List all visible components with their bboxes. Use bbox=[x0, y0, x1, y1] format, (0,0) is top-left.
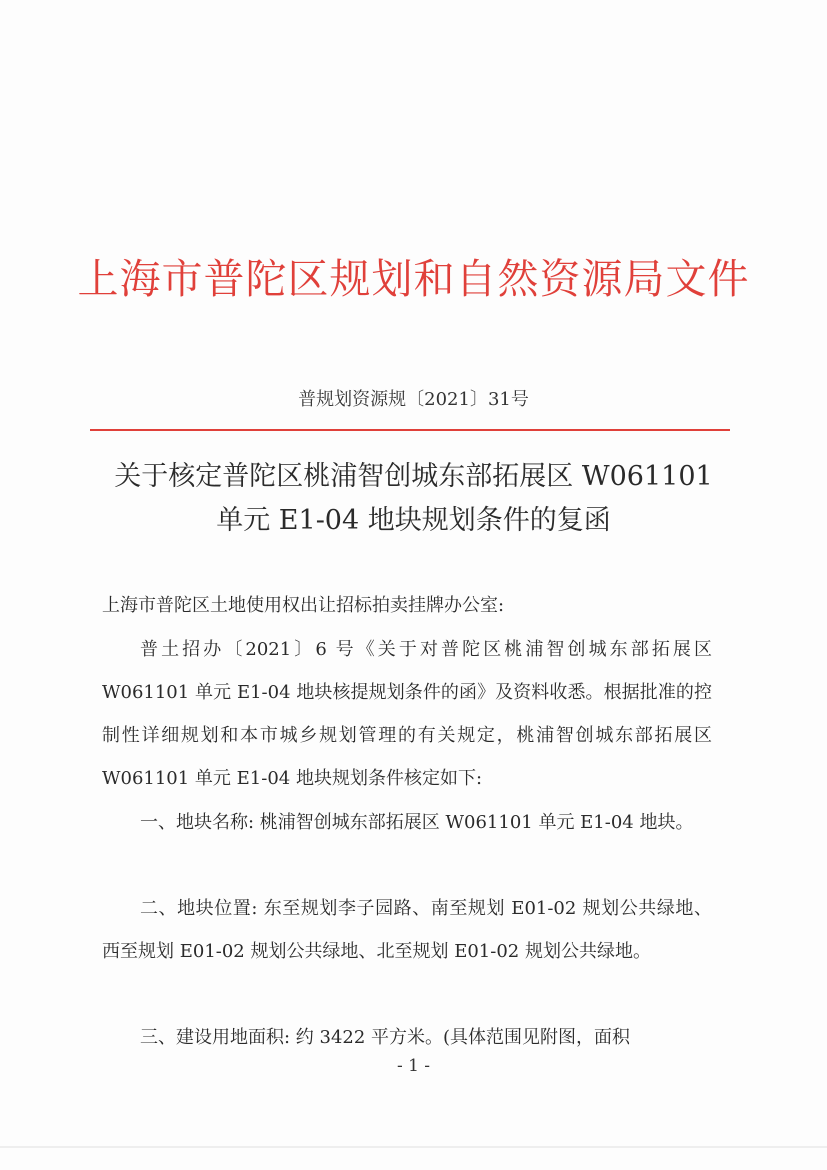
body-paragraph-plot-name: 一、地块名称: 桃浦智创城东部拓展区 W061101 单元 E1-04 地块。 bbox=[140, 812, 694, 833]
page-number: - 1 - bbox=[396, 1056, 431, 1076]
issuer-header: 上海市普陀区规划和自然资源局文件 bbox=[77, 255, 750, 303]
document-title bbox=[60, 455, 767, 543]
body-paragraph-plot-location: 二、地块位置: 东至规划李子园路、南至规划 E01-02 规划公共绿地、西至规划 E01-02 规划公共绿地、北至规划 E01-02 规划公共绿地。 bbox=[102, 898, 712, 962]
body-paragraph-land-area: 三、建设用地面积: 约 3422 平方米。(具体范围见附图，面积 bbox=[140, 1027, 631, 1048]
red-divider-rule bbox=[90, 429, 730, 431]
body-paragraph-intro: 普土招办〔2021〕6 号《关于对普陀区桃浦智创城东部拓展区 W061101 单元 E1-04 地块核提规划条件的函》及资料收悉。根据批准的控制性详细规划和本市城乡规划管理的有关规定，桃浦智创城东部拓展区 W061101 单元 E1-04 地块规划条件核定如下: bbox=[102, 639, 712, 789]
addressee: 上海市普陀区土地使用权出让招标拍卖挂牌办公室: bbox=[102, 595, 505, 616]
title-line-1: 关于核定普陀区桃浦智创城东部拓展区 W061101 bbox=[114, 461, 713, 492]
title-line-2: 单元 E1-04 地块规划条件的复函 bbox=[216, 505, 611, 536]
scan-edge-line bbox=[0, 1146, 827, 1148]
document-number: 普规划资源规〔2021〕31号 bbox=[298, 389, 529, 410]
